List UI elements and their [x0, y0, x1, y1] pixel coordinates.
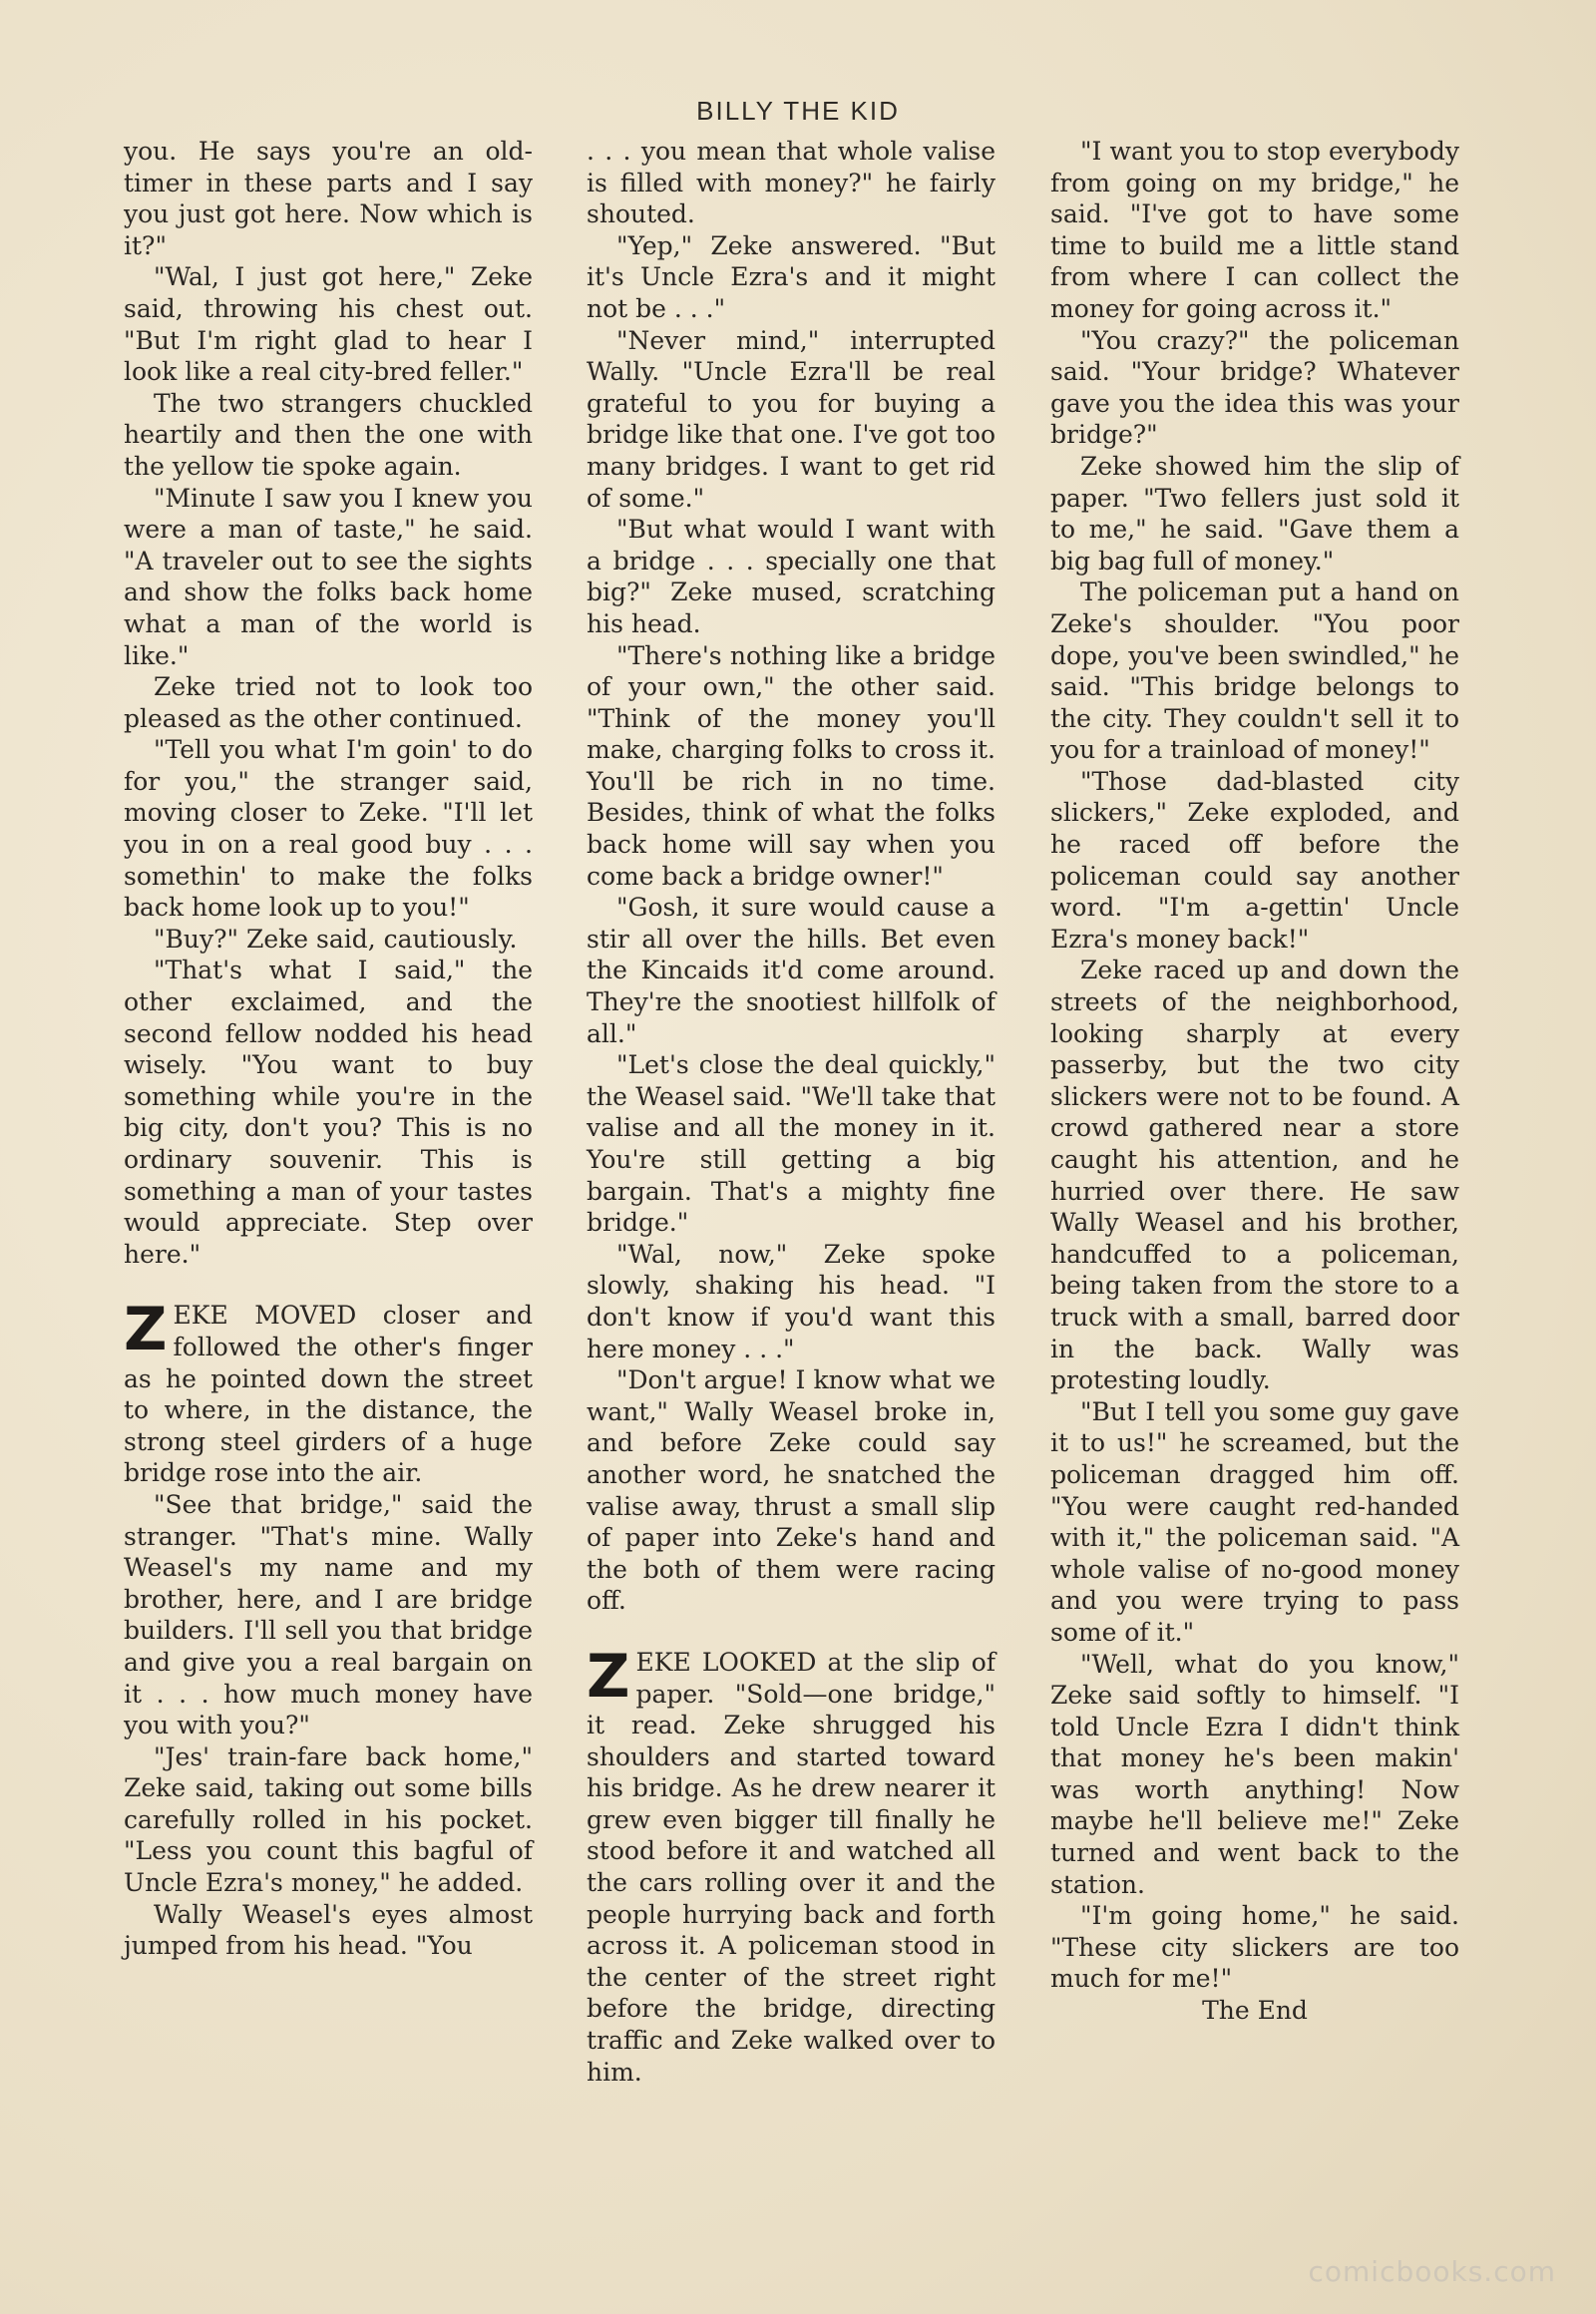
drop-cap: Z — [124, 1295, 168, 1365]
continued-paragraph: you. He says you're an old-timer in these parts and I say you just got here. Now which is it?" — [124, 137, 533, 260]
paragraph: "Buy?" Zeke said, cautiously. — [154, 924, 518, 954]
paragraph: "Minute I saw you I knew you were a man of taste," he said. "A traveler out to see the sights and show the folks back home what a man of the world is like." — [124, 483, 533, 670]
section-paragraph — [587, 1641, 997, 2088]
paragraph: The policeman put a hand on Zeke's shoulder. "You poor dope, you've been swindled," he said. "This bridge belongs to the city. They couldn't sell it to you for a trainload of money!" — [1050, 578, 1459, 765]
section-text: at the slip of paper. "Sold—one bridge," it read. Zeke shrugged his shoulders and started toward his bridge. As he drew nearer it grew even bigger till finally he stood before it and watched all the cars rolling over it and the people hurrying back and forth across it. A policeman stood in the center of the street right before the bridge, directing traffic and Zeke walked over to him. — [587, 1647, 997, 2087]
section-text: closer and followed the other's finger as he pointed down the street to where, in the distance, the strong steel girders of a huge bridge rose into the air. — [124, 1301, 533, 1488]
paragraph: "See that bridge," said the stranger. "That's mine. Wally Weasel's my name and my brother, here, and I are bridge builders. I'll sell you that bridge and give you a real bargain on it . . . how much money have you with you?" — [124, 1489, 533, 1740]
paragraph: The two strangers chuckled heartily and then the one with the yellow tie spoke again. — [124, 388, 533, 481]
paragraph: "Gosh, it sure would cause a stir all over the hills. Bet even the Kincaids it'd come around. They're the snootiest hillfolk of all." — [587, 893, 996, 1048]
paragraph: "I want you to stop everybody from going on my bridge," he said. "I've got to have some time to build me a little stand from where I can collect the money for going across it." — [1050, 137, 1459, 323]
paragraph: "Jes' train-fare back home," Zeke said, taking out some bills carefully rolled in his pocket. "Less you count this bagful of Uncle Ezra's money," he added. — [124, 1741, 533, 1898]
section-paragraph — [124, 1295, 533, 1489]
paragraph: "I'm going home," he said. "These city slickers are too much for me!" — [1050, 1901, 1459, 1994]
paragraph: "Those dad-blasted city slickers," Zeke exploded, and he raced off before the policeman could say another word. "I'm a-gettin' Uncle Ezra's money back!" — [1050, 766, 1459, 954]
paragraph: Zeke tried not to look too pleased as the other continued. — [124, 672, 533, 733]
paragraph: Zeke raced up and down the streets of the neighborhood, looking sharply at every passerby, but the two city slickers were not to be found. A crowd gathered near a store caught his attention, and he hurried over there. He saw Wally Weasel and his brother, handcuffed to a policeman, being taken from the store to a truck with a small, barred door in the back. Wally was protesting loudly. — [1050, 956, 1459, 1395]
paragraph: "But what would I want with a bridge . . . specially one that big?" Zeke mused, scratching his head. — [587, 515, 996, 638]
section-lead: EKE LOOKED — [635, 1647, 817, 1677]
watermark: comicbooks.com — [1308, 2255, 1556, 2288]
paragraph: "That's what I said," the other exclaimed, and the second fellow nodded his head wisely. "You want to buy something while you're in the big city, don't you? This is no ordinary souvenir. This is something a man of your tastes would appreciate. Step over here." — [124, 956, 533, 1269]
continued-paragraph: . . . you mean that whole valise is filled with money?" he fairly shouted. — [587, 137, 996, 229]
paragraph: "Let's close the deal quickly," the Weasel said. "We'll take that valise and all the money in it. You're still getting a big bargain. That's a mighty fine bridge." — [587, 1050, 996, 1238]
text-column-2 — [587, 136, 996, 2088]
paragraph: "Tell you what I'm goin' to do for you," the stranger said, moving closer to Zeke. "I'll let you in on a real good buy . . . somethin' to make the folks back home look up to you!" — [124, 735, 533, 923]
running-header: BILLY THE KID — [696, 96, 900, 126]
paragraph: "You crazy?" the policeman said. "Your bridge? Whatever gave you the idea this was your bridge?" — [1050, 325, 1459, 450]
paragraph: "Never mind," interrupted Wally. "Uncle Ezra'll be real grateful to you for buying a bridge like that one. I've got too many bridges. I want to get rid of some." — [587, 325, 996, 513]
section-lead: EKE MOVED — [173, 1301, 357, 1331]
paragraph: "Wal, now," Zeke spoke slowly, shaking his head. "I don't know if you'd want this here money . . ." — [587, 1239, 996, 1363]
drop-cap: Z — [587, 1641, 630, 1712]
paragraph: Zeke showed him the slip of paper. "Two fellers just sold it to me," he said. "Gave them a big bag full of money." — [1050, 451, 1459, 576]
paragraph: "Yep," Zeke answered. "But it's Uncle Ezra's and it might not be . . ." — [587, 230, 996, 323]
text-column-1 — [124, 136, 533, 1962]
paragraph: "But I tell you some guy gave it to us!" he screamed, but the policeman dragged him off. "You were caught red-handed with it," the policeman said. "A whole valise of no-good money and you were trying to pass some of it." — [1050, 1396, 1459, 1647]
paragraph: "Wal, I just got here," Zeke said, throwing his chest out. "But I'm right glad to hear I look like a real city-bred feller." — [124, 262, 533, 387]
paragraph: "There's nothing like a bridge of your own," the other said. "Think of the money you'll make, charging folks to cross it. You'll be rich in no time. Besides, think of what the folks back home will say when you come back a bridge owner!" — [587, 640, 996, 891]
paragraph: "Don't argue! I know what we want," Wally Weasel broke in, and before Zeke could say another word, he snatched the valise away, thrust a small slip of paper into Zeke's hand and the both of them were racing off. — [587, 1365, 996, 1616]
text-column-3 — [1050, 136, 1459, 2027]
the-end-label: The End — [1202, 1996, 1308, 2026]
paragraph: Wally Weasel's eyes almost jumped from his head. "You — [124, 1899, 533, 1961]
paragraph: "Well, what do you know," Zeke said softly to himself. "I told Uncle Ezra I didn't think that money he's been makin' was worth anything! Now maybe he'll believe me!" Zeke turned and went back to the station. — [1050, 1649, 1459, 1899]
